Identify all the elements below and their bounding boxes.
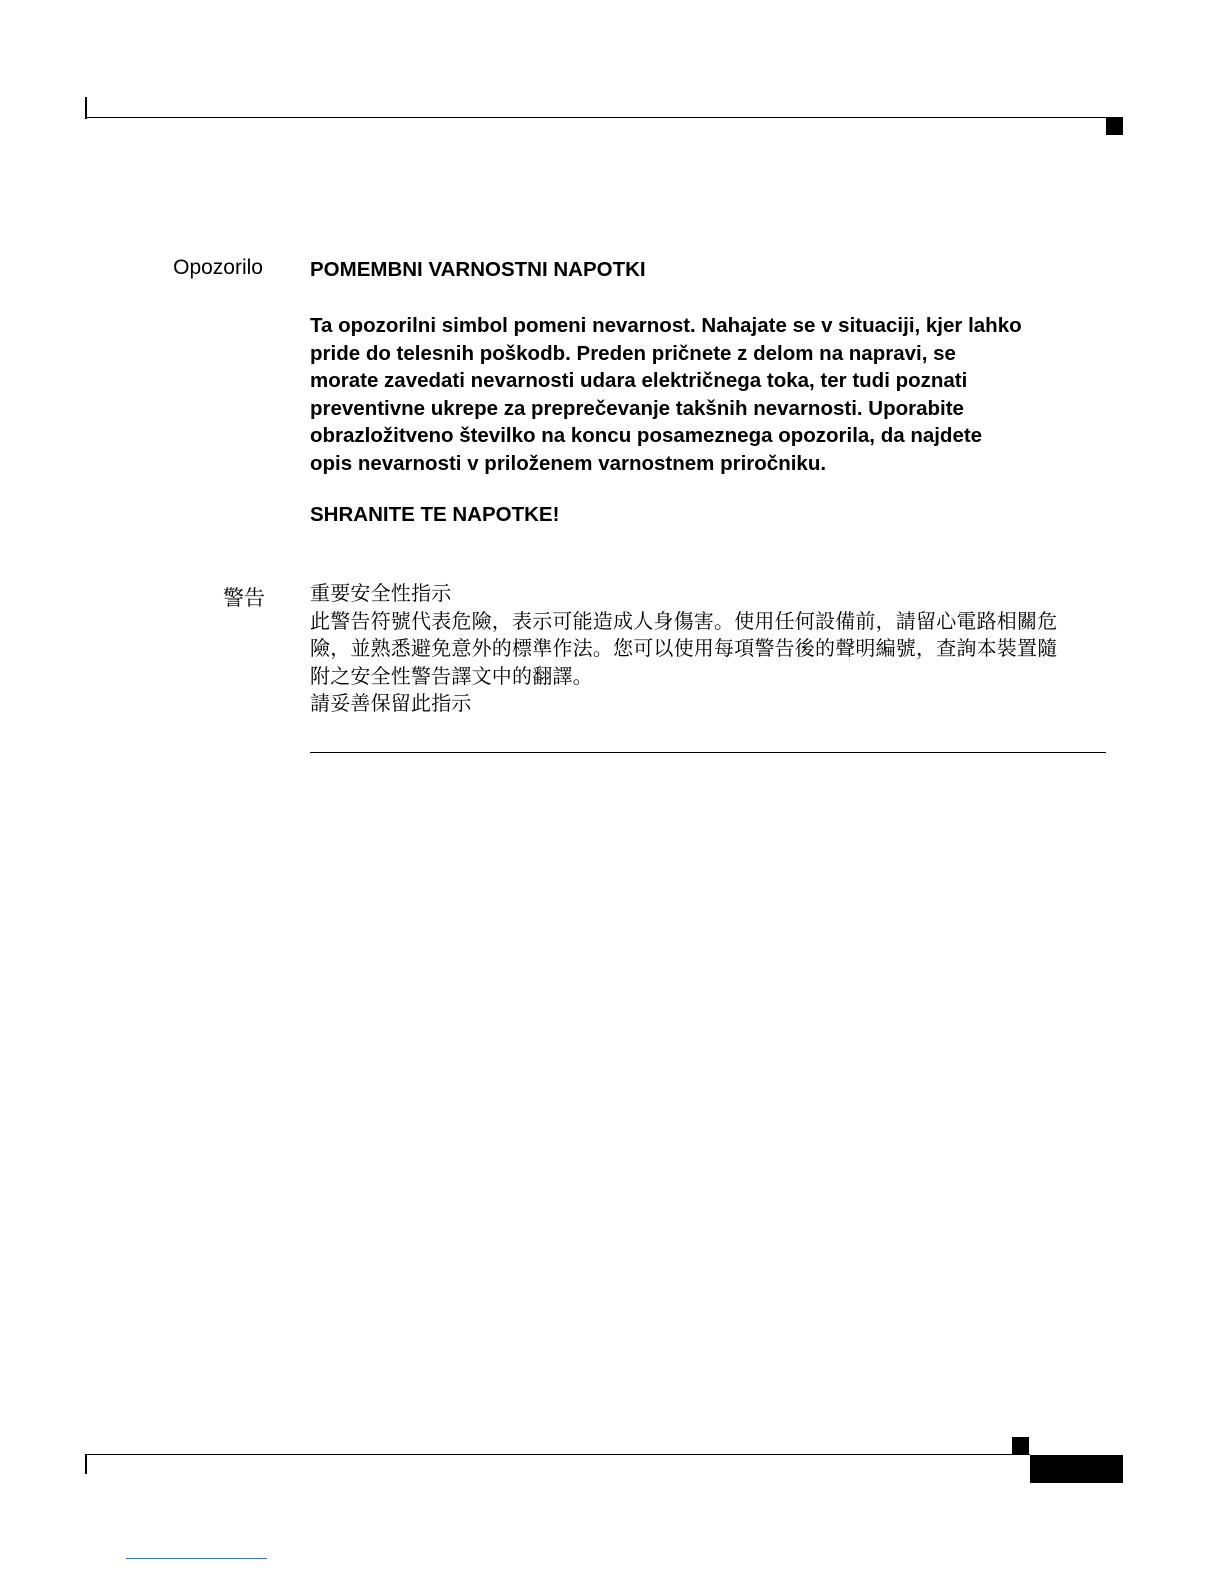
warning-title-slovenian: POMEMBNI VARNOSTNI NAPOTKI bbox=[310, 258, 646, 281]
warning-text-line: preventivne ukrepe za preprečevanje takšnih nevarnosti. Uporabite bbox=[310, 396, 964, 420]
warning-text-line: morate zavedati nevarnosti udara električnega toka, ter tudi poznati bbox=[310, 369, 968, 392]
warning-text-slovenian bbox=[310, 312, 1110, 477]
footer-link-underline[interactable] bbox=[126, 1558, 267, 1559]
warning-text-line: 險，並熟悉避免意外的標準作法。您可以使用每項警告後的聲明編號，查詢本裝置隨 bbox=[310, 636, 1058, 660]
footer-rule bbox=[85, 1454, 1030, 1455]
footer-page-tab bbox=[1030, 1455, 1123, 1483]
save-instructions-chinese: 請妥善保留此指示 bbox=[310, 691, 472, 715]
warning-text-line: opis nevarnosti v priloženem varnostnem priročniku. bbox=[310, 451, 827, 475]
footer-square-mark bbox=[1012, 1437, 1029, 1454]
footer-tick-mark bbox=[85, 1455, 87, 1474]
warning-text-line: Ta opozorilni simbol pomeni nevarnost. Nahajate se v situaciji, kjer lahko bbox=[310, 314, 1022, 337]
warning-text-chinese bbox=[310, 580, 1110, 718]
warning-text-line: 此警告符號代表危險，表示可能造成人身傷害。使用任何設備前，請留心電路相關危 bbox=[310, 608, 1058, 633]
header-rule bbox=[85, 117, 1123, 118]
header-square-mark bbox=[1106, 118, 1123, 135]
section-end-rule bbox=[310, 752, 1106, 753]
warning-text-line: obrazložitveno številko na koncu posameznega opozorila, da najdete bbox=[310, 424, 983, 447]
warning-text-line: pride do telesnih poškodb. Preden pričnete z delom na napravi, se bbox=[310, 341, 956, 365]
warning-label-slovenian: Opozorilo bbox=[173, 256, 263, 279]
save-instructions-slovenian: SHRANITE TE NAPOTKE! bbox=[310, 503, 560, 526]
header-tick-mark bbox=[85, 97, 87, 119]
warning-text-line: 附之安全性警告譯文中的翻譯。 bbox=[310, 663, 593, 688]
warning-title-chinese: 重要安全性指示 bbox=[310, 581, 452, 605]
warning-label-chinese: 警告 bbox=[223, 586, 265, 610]
